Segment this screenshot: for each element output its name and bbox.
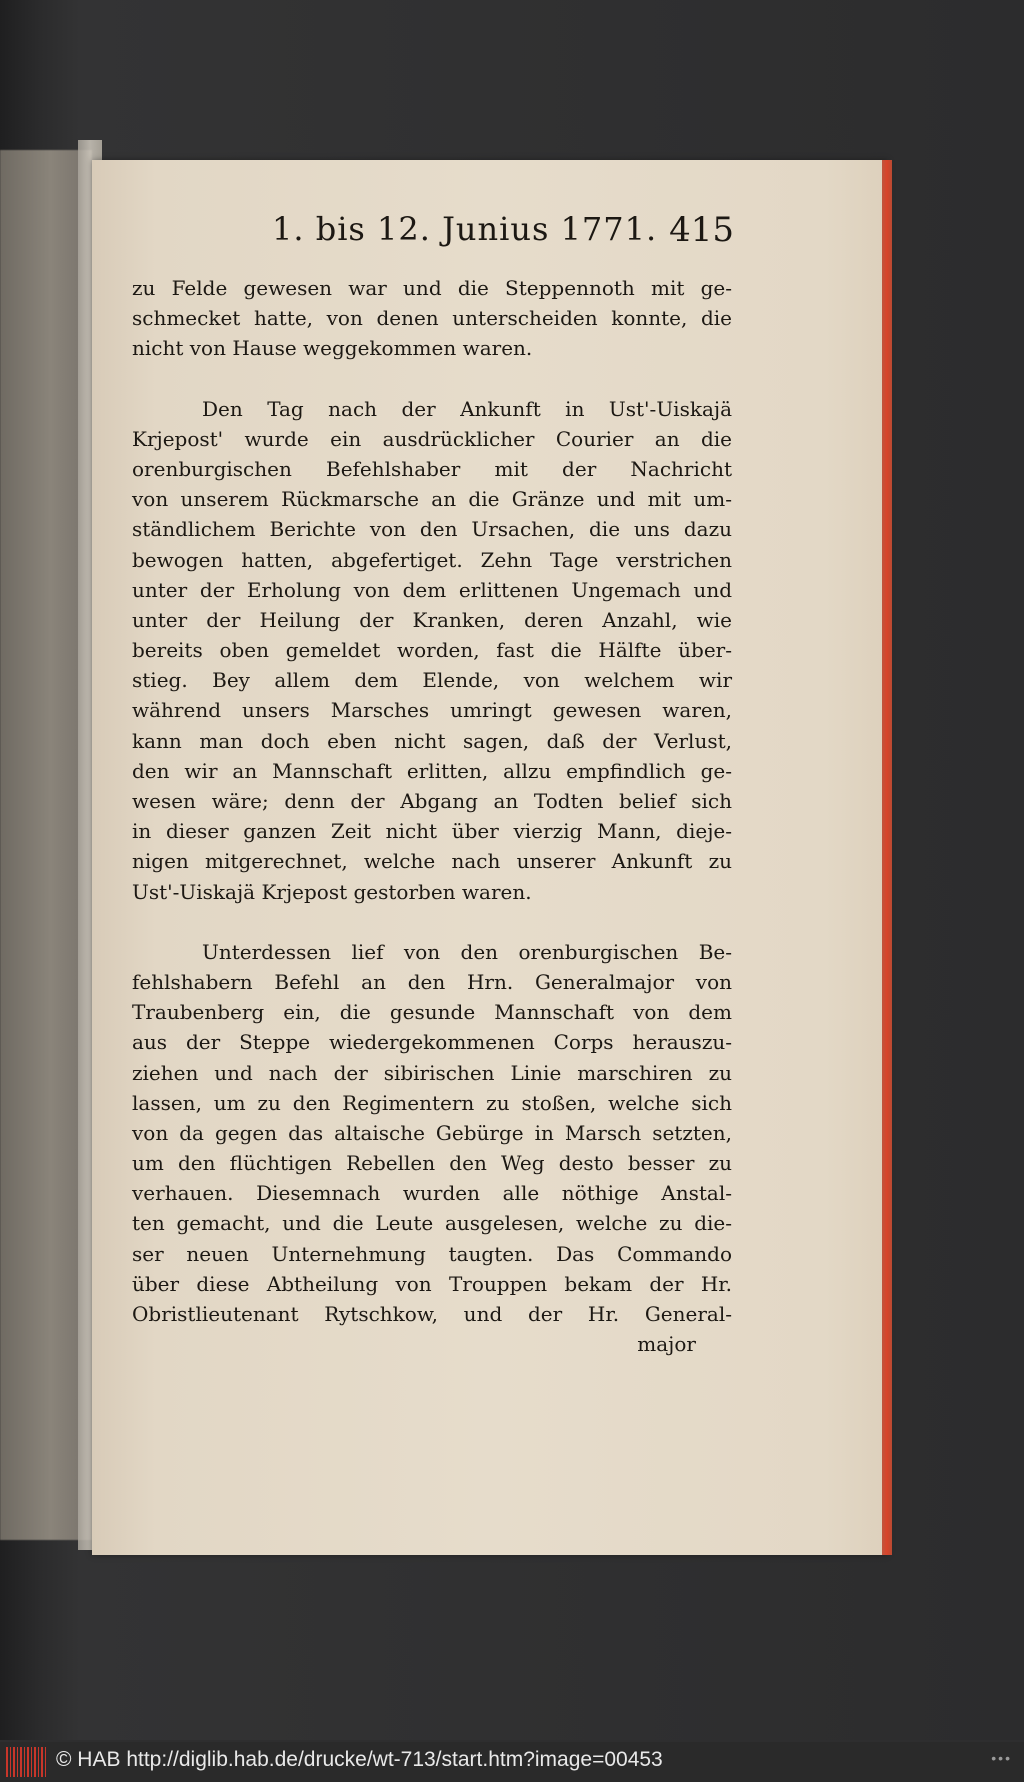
text-line: orenburgischen Befehlshaber mit der Nachricht — [132, 456, 732, 481]
text-line: schmecket hatte, von denen unterscheiden konnte, die — [132, 306, 732, 331]
page-number: 415 — [669, 210, 734, 250]
text-line: fehlshabern Befehl an den Hrn. Generalmajor von — [132, 969, 732, 994]
text-line: nigen mitgerechnet, welche nach unserer Ankunft zu — [132, 849, 732, 874]
text-line: von unserem Rückmarsche an die Gränze und mit um- — [132, 487, 732, 512]
paragraph — [132, 273, 732, 364]
viewer-footer — [0, 1742, 1024, 1782]
text-line: bereits oben gemeldet worden, fast die Hälfte über- — [132, 638, 732, 663]
text-line: aus der Steppe wiedergekommenen Corps herauszu- — [132, 1030, 732, 1055]
red-page-edge — [882, 160, 892, 1555]
text-line: ten gemacht, und die Leute ausgelesen, welche zu die- — [132, 1211, 732, 1236]
footer-credit-link[interactable]: © HAB http://diglib.hab.de/drucke/wt-713/start.htm?image=00453 — [56, 1748, 663, 1771]
paragraph — [132, 394, 732, 907]
text-line: unter der Heilung der Kranken, deren Anzahl, wie — [132, 607, 732, 632]
catchword: major — [637, 1332, 696, 1357]
text-line: stieg. Bey allem dem Elende, von welchem wir — [132, 668, 732, 693]
more-options-icon[interactable]: ••• — [991, 1750, 1012, 1766]
text-line: in dieser ganzen Zeit nicht über vierzig Mann, dieje- — [132, 819, 732, 844]
text-line: verhauen. Diesemnach wurden alle nöthige Anstal- — [132, 1181, 732, 1206]
text-line: Ust'-Uiskajä Krjepost gestorben waren. — [132, 879, 532, 904]
text-line: Krjepost' wurde ein ausdrücklicher Courier an die — [132, 426, 732, 451]
text-line: bewogen hatten, abgefertiget. Zehn Tage verstrichen — [132, 547, 732, 572]
text-line: nicht von Hause weggekommen waren. — [132, 336, 533, 361]
page-header — [92, 210, 888, 270]
text-line: Den Tag nach der Ankunft in Ust'-Uiskajä — [202, 396, 732, 421]
text-line: ziehen und nach der sibirischen Linie marschiren zu — [132, 1060, 732, 1085]
text-line: zu Felde gewesen war und die Steppennoth mit ge- — [132, 276, 732, 300]
text-line: über diese Abtheilung von Trouppen bekam der Hr. — [132, 1271, 732, 1296]
text-line: von da gegen das altaische Gebürge in Marsch setzten, — [132, 1120, 732, 1145]
body-text — [132, 273, 732, 1359]
text-line: Traubenberg ein, die gesunde Mannschaft von dem — [132, 1000, 732, 1025]
text-line: Unterdessen lief von den orenburgischen Be- — [202, 939, 732, 964]
text-line: unter der Erholung von dem erlittenen Ungemach und — [132, 577, 732, 602]
text-line: Obristlieutenant Rytschkow, und der Hr. General- — [132, 1302, 732, 1326]
text-line: ständlichem Berichte von den Ursachen, die uns dazu — [132, 517, 732, 542]
book-page — [92, 160, 888, 1555]
hab-logo-icon — [6, 1747, 46, 1777]
text-line: kann man doch eben nicht sagen, daß der Verlust, — [132, 728, 732, 753]
text-line: während unsers Marsches umringt gewesen waren, — [132, 698, 732, 723]
text-line: den wir an Mannschaft erlitten, allzu empfindlich ge- — [132, 758, 732, 783]
text-line: um den flüchtigen Rebellen den Weg desto besser zu — [132, 1151, 732, 1176]
paragraph — [132, 937, 732, 1329]
text-line: wesen wäre; denn der Abgang an Todten belief sich — [132, 789, 732, 813]
text-line: lassen, um zu den Regimentern zu stoßen, welche sich — [132, 1090, 732, 1115]
text-line: ser neuen Unternehmung taugten. Das Commando — [132, 1241, 732, 1266]
running-head: 1. bis 12. Junius 1771. — [272, 210, 658, 248]
